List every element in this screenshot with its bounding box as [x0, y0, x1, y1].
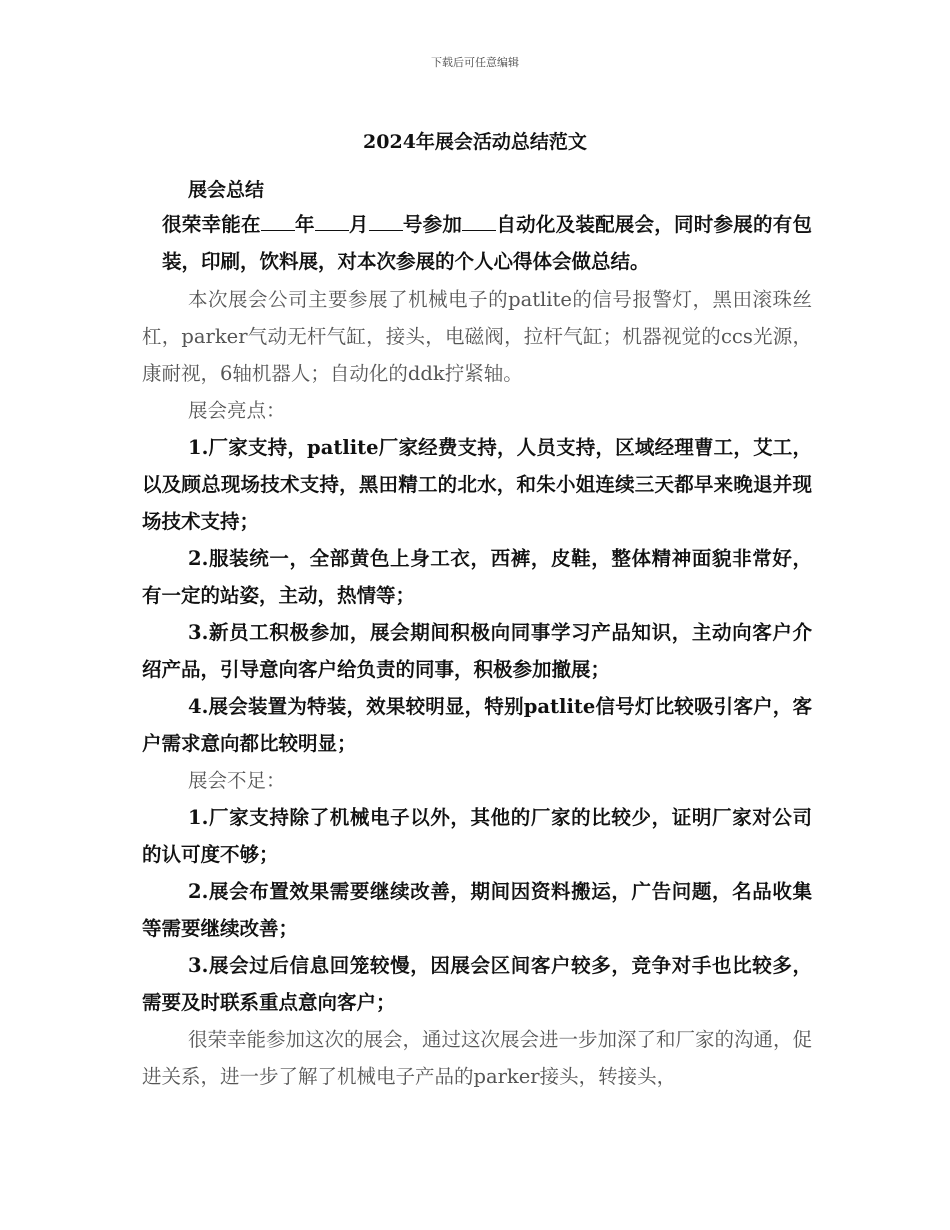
summary-heading: 展会总结	[188, 179, 265, 201]
closing-paragraph: 很荣幸能参加这次的展会，通过这次展会进一步加深了和厂家的沟通，促进关系，进一步了解了机械电子产品的parker接头，转接头，	[142, 1028, 813, 1088]
intro-text-5: 自动化及装配展会，同时参展的有包装，印刷，饮料展，对本次参展的个人心得体会做总结。	[162, 213, 812, 273]
intro-text-2: 年	[294, 213, 315, 236]
shortcoming-item: 2.展会布置效果需要继续改善，期间因资料搬运，广告问题，名品收集等需要继续改善；	[142, 880, 812, 940]
highlight-item: 2.服装统一，全部黄色上身工衣，西裤，皮鞋，整体精神面貌非常好，有一定的站姿，主动，热情等；	[142, 547, 812, 607]
highlight-item: 1.厂家支持，patlite厂家经费支持，人员支持，区域经理曹工，艾工，以及顾总现场技术支持，黑田精工的北水，和朱小姐连续三天都早来晚退并现场技术支持；	[142, 436, 812, 533]
highlight-item: 3.新员工积极参加，展会期间积极向同事学习产品知识，主动向客户介绍产品，引导意向客户给负责的同事，积极参加撤展；	[142, 621, 812, 681]
intro-paragraph	[162, 206, 812, 280]
intro-text-4: 号参加	[402, 213, 463, 236]
shortcomings-heading: 展会不足：	[188, 769, 286, 792]
header-note: 下载后可任意编辑	[431, 56, 519, 69]
shortcoming-item: 1.厂家支持除了机械电子以外，其他的厂家的比较少，证明厂家对公司的认可度不够；	[142, 806, 812, 866]
exhibits-paragraph: 本次展会公司主要参展了机械电子的patlite的信号报警灯，黑田滚珠丝杠，parker气动无杆气缸，接头，电磁阀，拉杆气缸；机器视觉的ccs光源，康耐视，6轴机器人；自动化的ddk拧紧轴。	[142, 288, 812, 385]
intro-text-1: 很荣幸能在	[162, 213, 261, 236]
highlight-item: 4.展会装置为特装，效果较明显，特别patlite信号灯比较吸引客户，客户需求意向都比较明显；	[142, 695, 812, 755]
blank-month	[315, 212, 349, 231]
blank-day	[369, 212, 403, 231]
document-title: 2024年展会活动总结范文	[363, 131, 587, 153]
highlights-heading: 展会亮点：	[188, 399, 286, 422]
shortcoming-item: 3.展会过后信息回笼较慢，因展会区间客户较多，竞争对手也比较多，需要及时联系重点意向客户；	[142, 954, 812, 1014]
intro-text-3: 月	[348, 213, 369, 236]
blank-event	[462, 212, 496, 231]
blank-year	[261, 212, 295, 231]
